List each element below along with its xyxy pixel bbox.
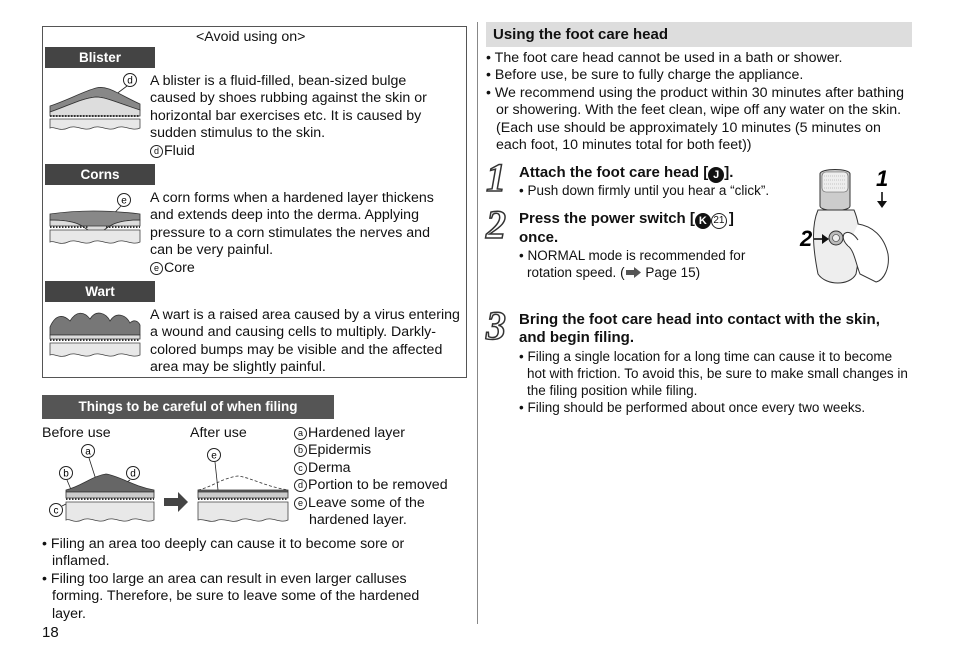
step-1-number: 1 (486, 155, 506, 200)
step-1-note-text: Push down firmly until you hear a “click”. (527, 183, 770, 198)
step-3-note: • Filing should be performed about once every two weeks. (519, 400, 866, 415)
filing-legend-item (294, 495, 464, 530)
step-3-notes (519, 348, 914, 416)
step-2-note-page: Page 15) (645, 265, 701, 280)
filing-bullet: • Filing too large an area can result in even larger calluses forming. Therefore, be sure to leave some of the hardened layer. (42, 570, 420, 622)
wart-text: A wart is a raised area caused by a virus entering a wound and causing cells to multiply. Darkly-colored bumps may be visible and the affected area may be slightly painful. (150, 307, 460, 376)
legend-label: Derma (308, 459, 351, 476)
blister-tag: Blister (45, 47, 155, 68)
after-use-label: After use (190, 425, 247, 441)
filing-bullet: • Filing an area too deeply can cause it to become sore or inflamed. (42, 536, 405, 570)
legend-label: Epidermis (308, 442, 372, 459)
filing-header: Things to be careful of when filing (42, 395, 334, 419)
filing-legend-item (294, 477, 464, 494)
device-illustration (796, 164, 901, 286)
step-2-ref-number: 21 (711, 213, 727, 229)
before-use-label: Before use (42, 425, 111, 441)
figure-label-1: 1 (876, 166, 889, 191)
filing-marker-e: e (211, 450, 217, 462)
wart-tag: Wart (45, 281, 155, 302)
filing-marker-c: c (53, 505, 59, 517)
corns-legend-marker: e (150, 262, 163, 275)
blister-text: A blister is a fluid-filled, bean-sized bulge caused by shoes rubbing against the skin or horizontal bar exercises etc. It is caused by sudden stimulus to the skin. (150, 73, 427, 142)
corn-illustration (48, 190, 143, 258)
usage-bullet-text: Before use, be sure to fully charge the appliance. (494, 67, 804, 84)
usage-title: Using the foot care head (486, 22, 912, 47)
usage-bullet-text: We recommend using the product within 30 minutes after bathing or showering. With the feet clean, wipe off any water on the skin. (Each use should be approximately 10 minutes (5 minutes on each foot, 10 minutes total for both feet)) (494, 84, 904, 154)
filing-illustration (42, 440, 292, 532)
corn-marker: e (121, 195, 127, 207)
filing-marker-d: d (130, 468, 136, 480)
step-3-note-text: Filing should be performed about once every two weeks. (527, 400, 866, 415)
usage-bullet: • The foot care head cannot be used in a bath or shower. (486, 50, 843, 66)
legend-label: Leave some of the hardened layer. (308, 494, 425, 529)
usage-bullet: • Before use, be sure to fully charge the appliance. (486, 67, 804, 84)
usage-bullet-text: The foot care head cannot be used in a bath or shower. (494, 50, 843, 66)
usage-bullets (486, 50, 914, 154)
wart-illustration (48, 305, 143, 373)
step-3-head: Bring the foot care head into contact with the skin, and begin filing. (519, 311, 880, 346)
blister-legend-marker: d (150, 145, 163, 158)
step-2-head-text: Press the power switch [ (519, 210, 695, 227)
column-divider (477, 22, 478, 624)
blister-illustration (48, 70, 143, 138)
filing-bullet-text: Filing an area too deeply can cause it to become sore or inflamed. (50, 536, 405, 570)
legend-label: Portion to be removed (308, 477, 448, 494)
legend-marker: c (294, 462, 307, 475)
step-1-note: • Push down firmly until you hear a “click”. (519, 183, 770, 198)
filing-legend (294, 425, 464, 529)
step-2-head-suffix: ] once. (519, 210, 734, 246)
legend-label: Hardened layer (308, 425, 406, 441)
legend-marker: e (294, 497, 307, 510)
legend-marker: a (294, 427, 307, 440)
step-2-note-text: NORMAL mode is recommended for rotation speed. ( (527, 248, 746, 280)
foot-care-head (822, 172, 848, 192)
page-number: 18 (42, 624, 59, 641)
blister-legend-label: Fluid (164, 143, 195, 159)
blister-legend (150, 143, 195, 160)
filing-legend-item (294, 460, 464, 477)
filing-bullets (42, 536, 442, 623)
corns-legend-label: Core (164, 260, 195, 276)
blister-marker: d (127, 75, 133, 87)
filing-marker-a: a (85, 446, 91, 458)
corns-legend (150, 260, 195, 277)
page-ref-arrow-icon (625, 267, 642, 278)
corns-tag: Corns (45, 164, 155, 185)
figure-label-2: 2 (800, 226, 813, 251)
step-1-head-suffix: ]. (724, 164, 734, 181)
step-2-ref-badge: K (695, 213, 711, 229)
step-1-ref-badge: J (708, 167, 724, 183)
step-3-note-text: Filing a single location for a long time can cause it to become hot with friction. To avoid this, be sure to make small changes in the filing position while filing. (527, 349, 908, 398)
filing-bullet-text: Filing too large an area can result in even larger calluses forming. Therefore, be sure to leave some of the hardened layer. (50, 570, 420, 622)
legend-marker: b (294, 444, 307, 457)
step-1-head-text: Attach the foot care head [ (519, 164, 709, 181)
step-2-note: • NORMAL mode is recommended for rotation speed. ( Page 15) (519, 248, 746, 280)
filing-legend-item (294, 425, 464, 442)
step-2-head (519, 210, 759, 247)
filing-marker-b: b (63, 468, 69, 480)
avoid-title: <Avoid using on> (196, 29, 306, 45)
usage-bullet: • We recommend using the product within 30 minutes after bathing or showering. With the feet clean, wipe off any water on the skin. (Each use should be approximately 10 minutes (5 minutes on each foot, 10 minutes total for both feet)) (486, 84, 904, 154)
step-2-number: 2 (486, 202, 506, 247)
step-3-note: • Filing a single location for a long time can cause it to become hot with friction. To avoid this, be sure to make small changes in the filing position while filing. (519, 349, 908, 398)
corns-text: A corn forms when a hardened layer thickens and extends deep into the derma. Applying pressure to a corn stimulates the nerves and can be very painful. (150, 190, 434, 259)
filing-legend-item (294, 442, 464, 459)
step-3-number: 3 (486, 303, 506, 348)
step-1-head (519, 164, 733, 183)
legend-marker: d (294, 479, 307, 492)
